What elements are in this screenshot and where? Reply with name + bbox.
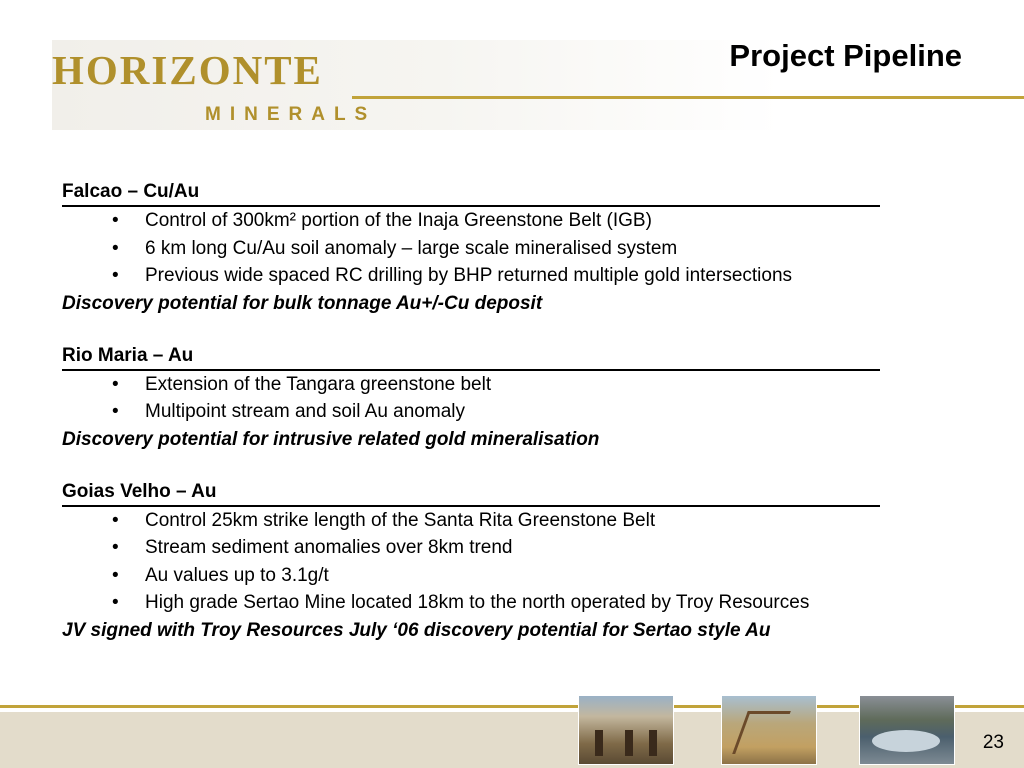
bullet-list [62, 207, 962, 290]
landscape-lake-photo [859, 695, 955, 765]
bullet-item [62, 262, 962, 290]
spacer [62, 453, 962, 480]
bullet-icon: • [112, 537, 119, 558]
slide-title: Project Pipeline [729, 38, 962, 73]
bullet-icon: • [112, 592, 119, 613]
bullet-list [62, 507, 962, 617]
bullet-text: Au values up to 3.1g/t [145, 564, 329, 586]
section-conclusion: Discovery potential for bulk tonnage Au+/-Cu deposit [62, 292, 543, 314]
person-figure [625, 730, 633, 756]
bullet-item [62, 398, 962, 426]
company-logo-wordmark: HORIZONTE [52, 47, 323, 93]
bullet-item [62, 534, 962, 562]
section-heading: Rio Maria – Au [62, 344, 880, 371]
bullet-icon: • [112, 210, 119, 231]
lake-shape [872, 730, 940, 752]
bullet-text: Previous wide spaced RC drilling by BHP returned multiple gold intersections [145, 265, 793, 286]
drill-rig-photo [721, 695, 817, 765]
bullet-list [62, 371, 962, 426]
bullet-item [62, 371, 962, 399]
bullet-item [62, 207, 962, 235]
project-goias-velho [62, 480, 962, 644]
bullet-item [62, 562, 962, 590]
person-figure [649, 730, 657, 756]
person-figure [595, 730, 603, 756]
bullet-item [62, 589, 962, 617]
bullet-item [62, 507, 962, 535]
bullet-icon: • [112, 373, 119, 395]
project-falcao [62, 180, 962, 317]
bullet-item [62, 235, 962, 263]
section-heading: Falcao – Cu/Au [62, 180, 880, 207]
bullet-text: Control 25km strike length of the Santa Rita Greenstone Belt [145, 509, 656, 531]
header-rule [352, 96, 1024, 99]
bullet-icon: • [112, 564, 119, 586]
bullet-text: Multipoint stream and soil Au anomaly [145, 401, 465, 422]
bullet-icon: • [112, 237, 119, 259]
bullet-text: High grade Sertao Mine located 18km to the north operated by Troy Resources [145, 592, 810, 613]
section-conclusion: JV signed with Troy Resources July ‘06 discovery potential for Sertao style Au [62, 619, 771, 641]
slide-content [62, 180, 962, 644]
section-heading: Goias Velho – Au [62, 480, 880, 507]
spacer [62, 317, 962, 344]
company-logo-subtitle: MINERALS [205, 104, 377, 125]
bullet-icon: • [112, 265, 119, 286]
project-rio-maria [62, 344, 962, 453]
bullet-text: 6 km long Cu/Au soil anomaly – large scale mineralised system [145, 237, 678, 259]
bullet-text: Stream sediment anomalies over 8km trend [145, 537, 513, 558]
bullet-text: Control of 300km² portion of the Inaja Greenstone Belt (IGB) [145, 210, 652, 231]
drill-rig-shape [732, 711, 791, 754]
page-number: 23 [982, 732, 1004, 753]
section-conclusion: Discovery potential for intrusive related gold mineralisation [62, 428, 600, 450]
bullet-icon: • [112, 401, 119, 422]
field-workers-photo [578, 695, 674, 765]
bullet-icon: • [112, 509, 119, 531]
bullet-text: Extension of the Tangara greenstone belt [145, 373, 492, 395]
